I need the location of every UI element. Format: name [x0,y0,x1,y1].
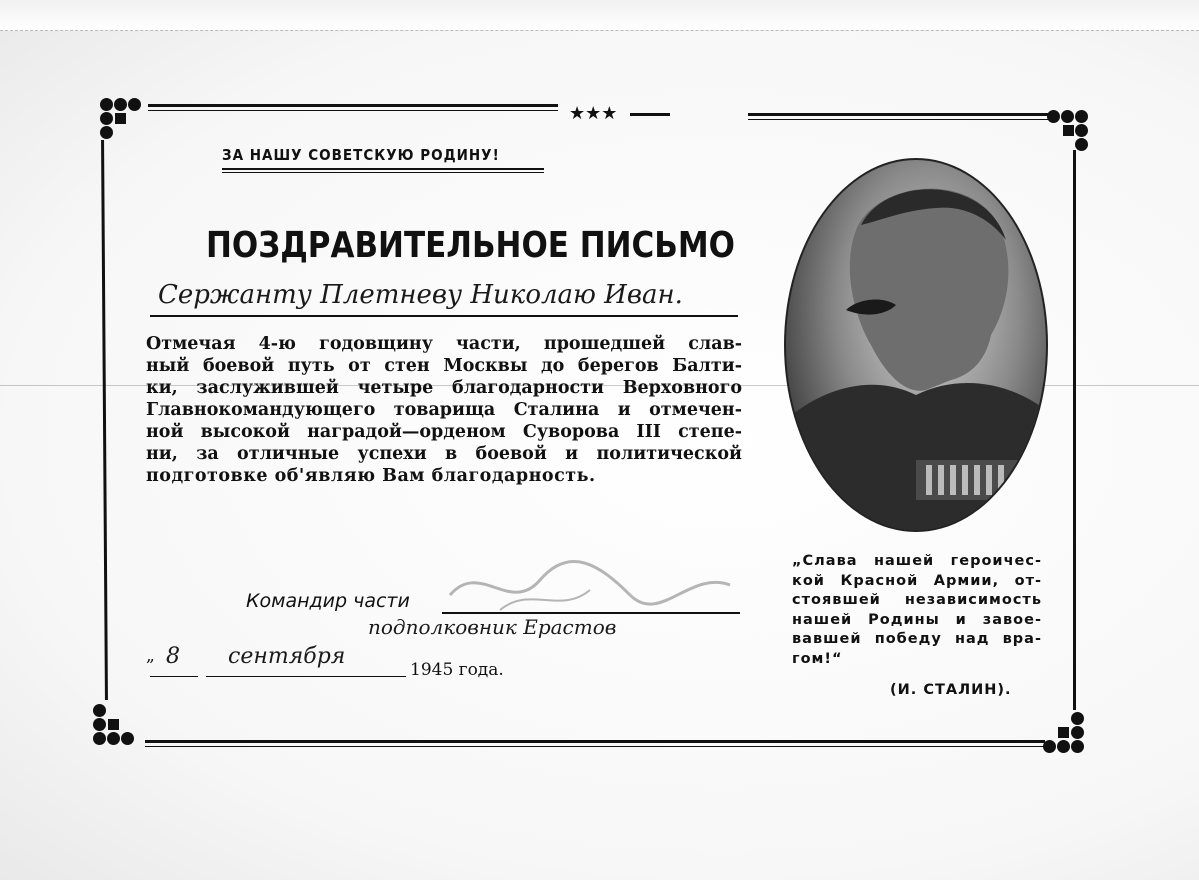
recipient-name: Сержанту Плетневу Николаю Иван. [158,280,683,310]
date-open-quote: „ [146,646,155,666]
slogan-heading: ЗА НАШУ СОВЕТСКУЮ РОДИНУ! [222,146,500,164]
frame-left-rule [101,140,108,700]
frame-top-mid-rule [630,113,670,116]
date-day-underline [150,676,198,677]
body-line: ной высокой наградой—орденом Суворова III степе- [146,422,742,442]
frame-top-right-rule [748,113,1048,116]
commander-label: Командир части [246,590,410,612]
quote-line: нашей Родины и завое- [792,611,1042,628]
slogan-underline [222,168,544,170]
body-line: Главнокомандующего товарища Сталина и отмечен- [146,400,742,420]
date-day: 8 [166,644,180,669]
quote-line: кой Красной Армии, от- [792,572,1042,589]
quote-line: „Слава нашей героичес- [792,553,1042,569]
date-year: 1945 года. [410,660,504,680]
frame-right-rule [1073,150,1076,710]
quote-author: (И. СТАЛИН). [890,682,1012,698]
body-line: подготовке об'являю Вам благодарность. [146,466,596,486]
quote-line: гом!“ [792,650,843,667]
stalin-quote [792,552,1042,669]
quote-line: стоявшей независимость [792,592,1042,608]
date-month: сентября [228,644,346,669]
portrait-silhouette [786,160,1046,530]
frame-top-left-rule-thin [148,110,558,111]
letter-title: ПОЗДРАВИТЕЛЬНОЕ ПИСЬМО [206,225,735,266]
date-month-underline [206,676,406,677]
recipient-underline [150,315,738,317]
portrait-photo [784,158,1048,532]
body-line: ни, за отличные успехи в боевой и политической [146,444,742,464]
body-line: Отмечая 4-ю годовщину части, прошедшей слав- [146,334,742,354]
frame-bottom-rule [145,740,1045,743]
frame-bottom-rule-thin [145,746,1045,747]
body-line: ный боевой путь от стен Москвы до берегов Балти- [146,356,742,376]
letter-body [146,333,742,487]
star-ornament: ★★★ [569,103,618,124]
body-line: ки, заслужившей четыре благодарности Верховного [146,378,742,398]
frame-top-right-rule-thin [748,119,1048,120]
torn-top-edge [0,0,1199,31]
commander-signature: подполковник Ерастов [368,615,617,639]
commander-signature-line [442,612,740,614]
frame-top-left-rule [148,104,558,107]
quote-line: вавшей победу над вра- [792,631,1042,647]
slogan-underline-thin [222,172,544,173]
